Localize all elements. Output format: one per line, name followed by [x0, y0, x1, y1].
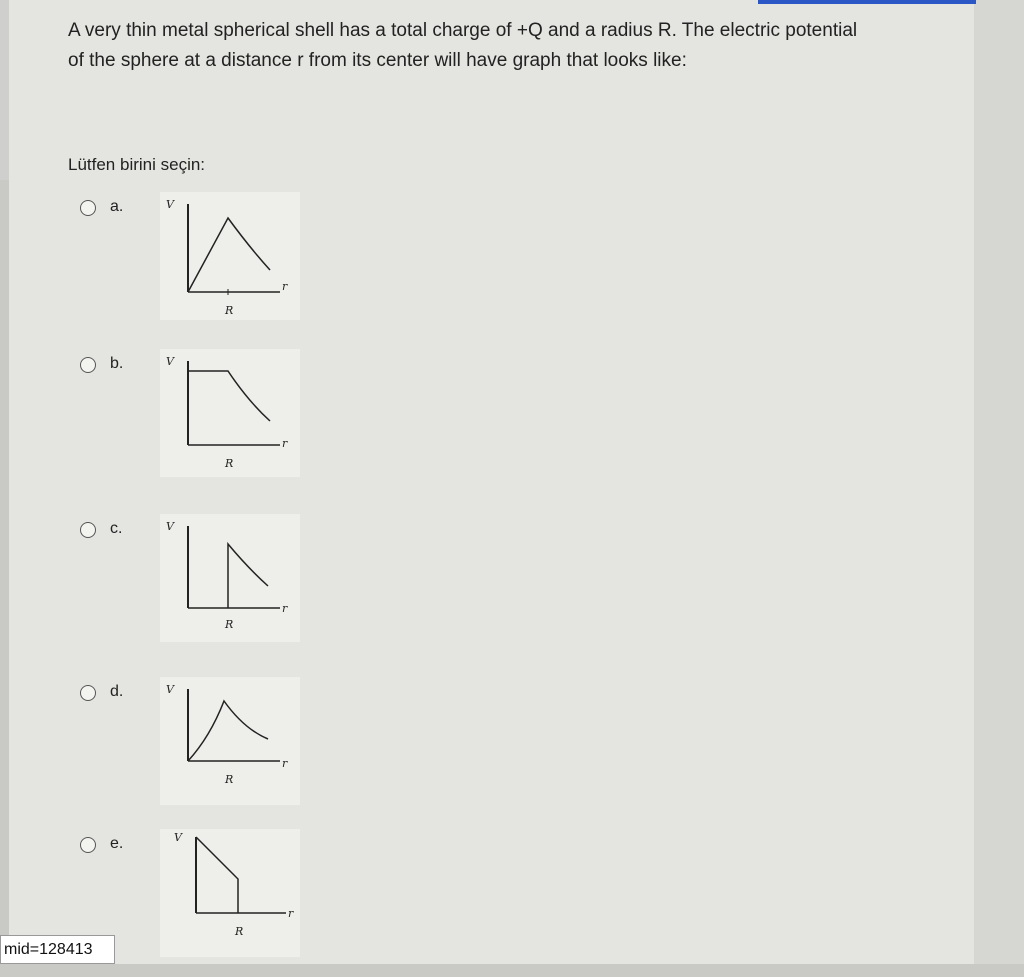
choose-one-prompt: Lütfen birini seçin:: [68, 155, 206, 174]
graph-c-ylabel: V: [166, 520, 174, 533]
radio-button-a[interactable]: [80, 200, 96, 216]
graph-e-svg: [160, 829, 300, 957]
graph-b-tick: R: [225, 457, 234, 470]
radio-button-c[interactable]: [80, 522, 96, 538]
radio-button-d[interactable]: [80, 685, 96, 701]
graph-a-curve: [188, 218, 270, 292]
graph-d-svg: [160, 677, 300, 805]
graph-d: [160, 677, 300, 805]
graph-b-svg: [160, 349, 300, 477]
graph-a-xlabel: r: [282, 280, 288, 293]
option-label-e: e.: [110, 835, 124, 852]
graph-a-svg: [160, 192, 300, 320]
option-label-b: b.: [110, 355, 124, 372]
mid-label: mid=128413: [0, 935, 115, 964]
graph-d-curve: [188, 701, 268, 761]
option-label-c: c.: [110, 520, 123, 537]
graph-c-xlabel: r: [282, 602, 288, 615]
graph-e: [160, 829, 300, 957]
option-b[interactable]: [80, 357, 320, 497]
graph-e-xlabel: r: [288, 907, 294, 920]
graph-b-ylabel: V: [166, 355, 174, 368]
graph-e-tick: R: [235, 925, 244, 938]
graph-e-ylabel: V: [174, 831, 182, 844]
graph-b-curve: [188, 371, 270, 421]
graph-d-ylabel: V: [166, 683, 174, 696]
graph-c-svg: [160, 514, 300, 642]
graph-c-tick: R: [225, 618, 234, 631]
graph-e-curve: [196, 837, 238, 913]
graph-b: [160, 349, 300, 477]
graph-a-ylabel: V: [166, 198, 174, 211]
option-label-d: d.: [110, 683, 124, 700]
question-line-2: of the sphere at a distance r from its center will have graph that looks like:: [68, 50, 687, 71]
graph-a-tick: R: [225, 304, 234, 317]
question-line-1: A very thin metal spherical shell has a total charge of +Q and a radius R. The electric potential: [68, 20, 858, 41]
option-a[interactable]: [80, 200, 320, 340]
graph-d-xlabel: r: [282, 757, 288, 770]
graph-c-curve: [228, 544, 268, 608]
graph-b-xlabel: r: [282, 437, 288, 450]
question-text: [68, 16, 948, 76]
right-margin: [974, 0, 1024, 964]
option-e[interactable]: [80, 831, 320, 977]
graph-d-tick: R: [225, 773, 234, 786]
radio-button-b[interactable]: [80, 357, 96, 373]
option-c[interactable]: [80, 522, 320, 662]
graph-c: [160, 514, 300, 642]
top-accent-bar: [758, 0, 976, 4]
option-d[interactable]: [80, 685, 320, 825]
option-label-a: a.: [110, 198, 124, 215]
radio-button-e[interactable]: [80, 837, 96, 853]
graph-a: [160, 192, 300, 320]
